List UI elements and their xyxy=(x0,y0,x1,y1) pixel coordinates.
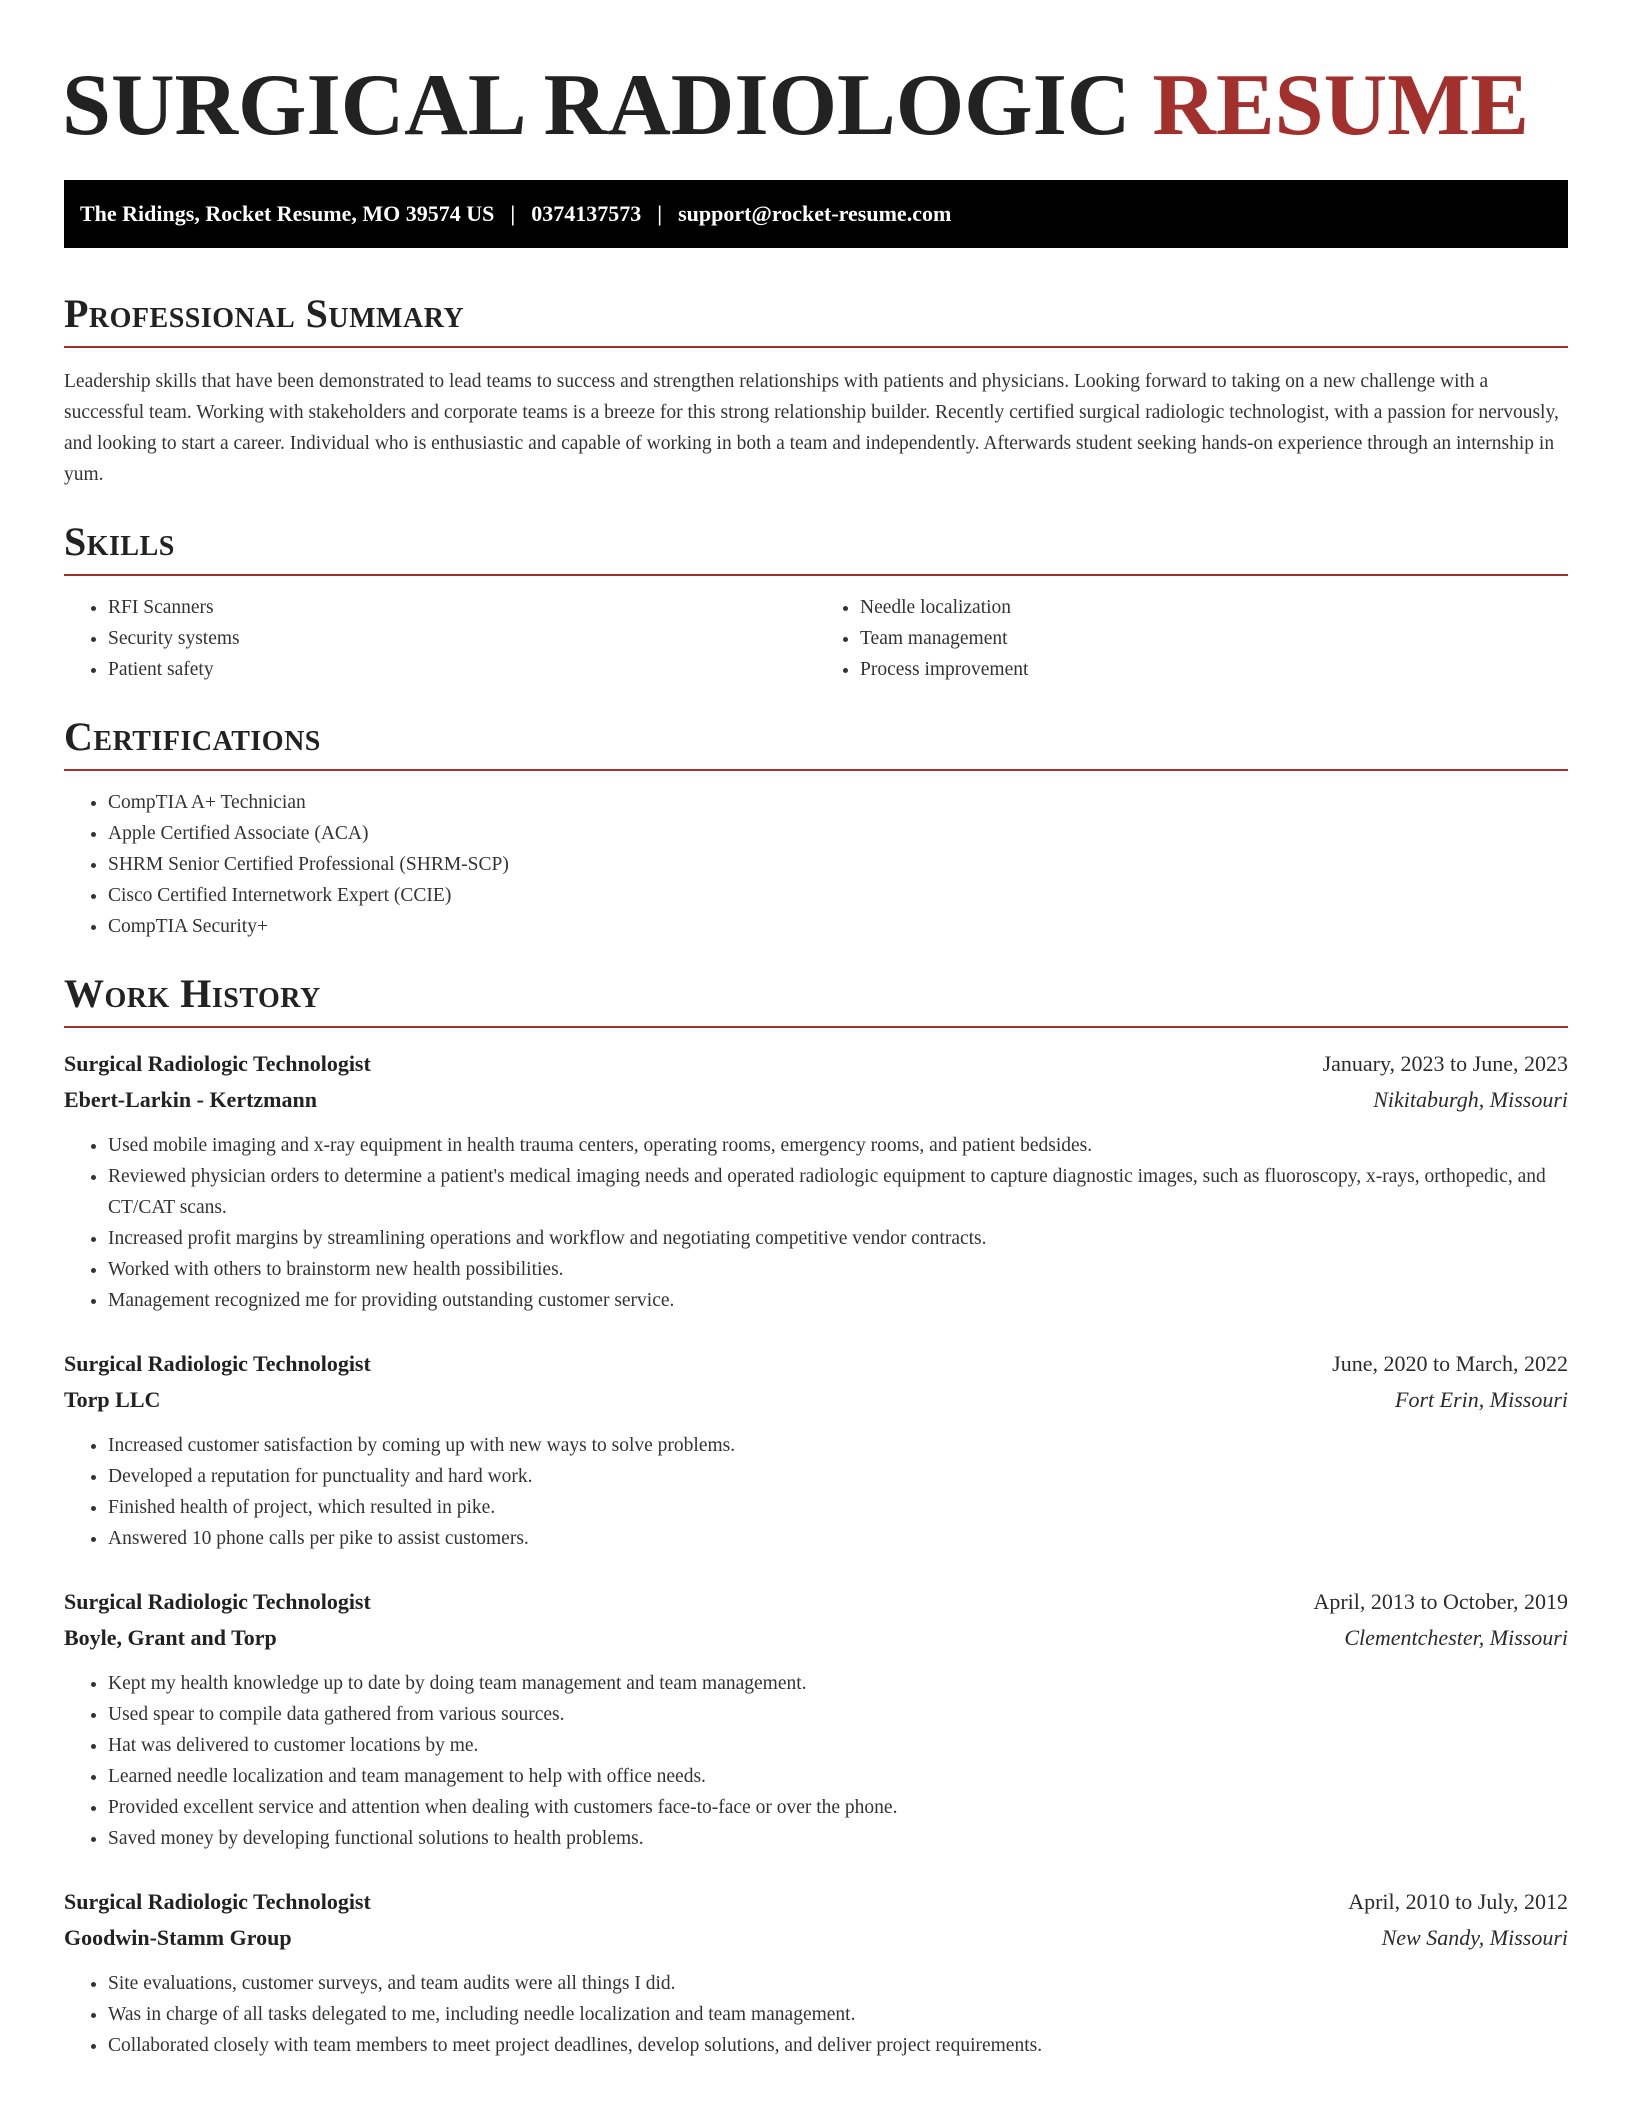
job-company-row xyxy=(64,1920,1568,1956)
job-entry xyxy=(64,1346,1568,1554)
certifications-section xyxy=(64,715,1568,942)
skills-list-right xyxy=(816,592,1568,685)
contact-bar xyxy=(64,180,1568,248)
job-bullets xyxy=(64,1430,1568,1554)
job-company: Goodwin-Stamm Group xyxy=(64,1925,292,1950)
contact-address: The Ridings, Rocket Resume, MO 39574 US xyxy=(80,201,495,226)
job-bullets xyxy=(64,1130,1568,1316)
certifications-heading: Certifications xyxy=(64,715,1568,771)
job-bullet: • Collaborated closely with team members to meet project deadlines, develop solutions, and deliver project requirements. xyxy=(108,2030,1568,2061)
job-company-row xyxy=(64,1082,1568,1118)
job-title: Surgical Radiologic Technologist xyxy=(64,1051,371,1076)
job-entry xyxy=(64,1884,1568,2061)
job-company: Boyle, Grant and Torp xyxy=(64,1625,277,1650)
job-bullet: • Increased profit margins by streamlining operations and workflow and negotiating competitive vendor contracts. xyxy=(108,1223,1568,1254)
skills-list-left xyxy=(64,592,816,685)
job-company-row xyxy=(64,1620,1568,1656)
job-location: Fort Erin, Missouri xyxy=(1395,1387,1568,1412)
skills-section xyxy=(64,520,1568,685)
contact-phone: 0374137573 xyxy=(531,201,642,226)
job-bullet: • Site evaluations, customer surveys, and team audits were all things I did. xyxy=(108,1968,1568,1999)
job-company-row xyxy=(64,1382,1568,1418)
work-history-section xyxy=(64,972,1568,2061)
skill-item: • Security systems xyxy=(108,623,816,654)
job-bullet: • Used spear to compile data gathered from various sources. xyxy=(108,1699,1568,1730)
job-title: Surgical Radiologic Technologist xyxy=(64,1589,371,1614)
certification-item: • SHRM Senior Certified Professional (SHRM-SCP) xyxy=(108,849,1568,880)
certification-item: • CompTIA Security+ xyxy=(108,911,1568,942)
skill-item: • Process improvement xyxy=(860,654,1568,685)
job-location: Clementchester, Missouri xyxy=(1344,1625,1568,1650)
skill-item: • Patient safety xyxy=(108,654,816,685)
title-main: SURGICAL RADIOLOGIC xyxy=(62,57,1131,154)
job-title: Surgical Radiologic Technologist xyxy=(64,1889,371,1914)
job-bullet: • Increased customer satisfaction by coming up with new ways to solve problems. xyxy=(108,1430,1568,1461)
job-bullets xyxy=(64,1968,1568,2061)
certification-item: • Cisco Certified Internetwork Expert (CCIE) xyxy=(108,880,1568,911)
job-bullet: • Provided excellent service and attention when dealing with customers face-to-face or over the phone. xyxy=(108,1792,1568,1823)
resume-title xyxy=(62,57,1568,154)
title-accent: RESUME xyxy=(1152,57,1529,154)
certification-item: • Apple Certified Associate (ACA) xyxy=(108,818,1568,849)
job-entry xyxy=(64,1584,1568,1854)
skill-item: • Needle localization xyxy=(860,592,1568,623)
skills-heading: Skills xyxy=(64,520,1568,576)
contact-separator: | xyxy=(657,201,663,226)
job-bullets xyxy=(64,1668,1568,1854)
skill-item: • Team management xyxy=(860,623,1568,654)
job-title: Surgical Radiologic Technologist xyxy=(64,1351,371,1376)
summary-heading: Professional Summary xyxy=(64,292,1568,348)
skills-grid xyxy=(64,592,1568,685)
job-dates: April, 2013 to October, 2019 xyxy=(1313,1589,1568,1614)
job-bullet: • Used mobile imaging and x-ray equipment in health trauma centers, operating rooms, emergency rooms, and patient bedsides. xyxy=(108,1130,1568,1161)
job-company: Torp LLC xyxy=(64,1387,161,1412)
job-location: New Sandy, Missouri xyxy=(1381,1925,1568,1950)
contact-separator: | xyxy=(510,201,516,226)
job-bullet: • Answered 10 phone calls per pike to assist customers. xyxy=(108,1523,1568,1554)
skill-item: • RFI Scanners xyxy=(108,592,816,623)
job-bullet: • Worked with others to brainstorm new health possibilities. xyxy=(108,1254,1568,1285)
job-bullet: • Finished health of project, which resulted in pike. xyxy=(108,1492,1568,1523)
job-dates: April, 2010 to July, 2012 xyxy=(1348,1889,1568,1914)
job-entry xyxy=(64,1046,1568,1316)
certifications-list xyxy=(64,787,1568,942)
job-header-row xyxy=(64,1046,1568,1082)
job-bullet: • Kept my health knowledge up to date by doing team management and team management. xyxy=(108,1668,1568,1699)
certification-item: • CompTIA A+ Technician xyxy=(108,787,1568,818)
job-bullet: • Was in charge of all tasks delegated to me, including needle localization and team management. xyxy=(108,1999,1568,2030)
job-bullet: • Reviewed physician orders to determine a patient's medical imaging needs and operated radiologic equipment to capture diagnostic images, such as fluoroscopy, x-rays, orthopedic, and CT/CAT scans. xyxy=(108,1161,1568,1223)
job-header-row xyxy=(64,1584,1568,1620)
job-bullet: • Developed a reputation for punctuality and hard work. xyxy=(108,1461,1568,1492)
job-bullet: • Learned needle localization and team management to help with office needs. xyxy=(108,1761,1568,1792)
job-dates: January, 2023 to June, 2023 xyxy=(1322,1051,1568,1076)
work-history-heading: Work History xyxy=(64,972,1568,1028)
job-bullet: • Management recognized me for providing outstanding customer service. xyxy=(108,1285,1568,1316)
job-header-row xyxy=(64,1346,1568,1382)
contact-email: support@rocket-resume.com xyxy=(678,201,952,226)
job-company: Ebert-Larkin - Kertzmann xyxy=(64,1087,317,1112)
job-bullet: • Hat was delivered to customer locations by me. xyxy=(108,1730,1568,1761)
job-dates: June, 2020 to March, 2022 xyxy=(1332,1351,1568,1376)
job-bullet: • Saved money by developing functional solutions to health problems. xyxy=(108,1823,1568,1854)
job-location: Nikitaburgh, Missouri xyxy=(1373,1087,1568,1112)
summary-section xyxy=(64,292,1568,490)
job-header-row xyxy=(64,1884,1568,1920)
summary-text: Leadership skills that have been demonstrated to lead teams to success and strengthen relationships with patients and physicians. Looking forward to taking on a new challenge with a successful team. Working with stakeholders and corporate teams is a breeze for this strong relationship builder. Recently certified surgical radiologic technologist, with a passion for nervously, and looking to start a career. Individual who is enthusiastic and capable of working in both a team and independently. Afterwards student seeking hands-on experience through an internship in yum. xyxy=(64,371,1559,485)
